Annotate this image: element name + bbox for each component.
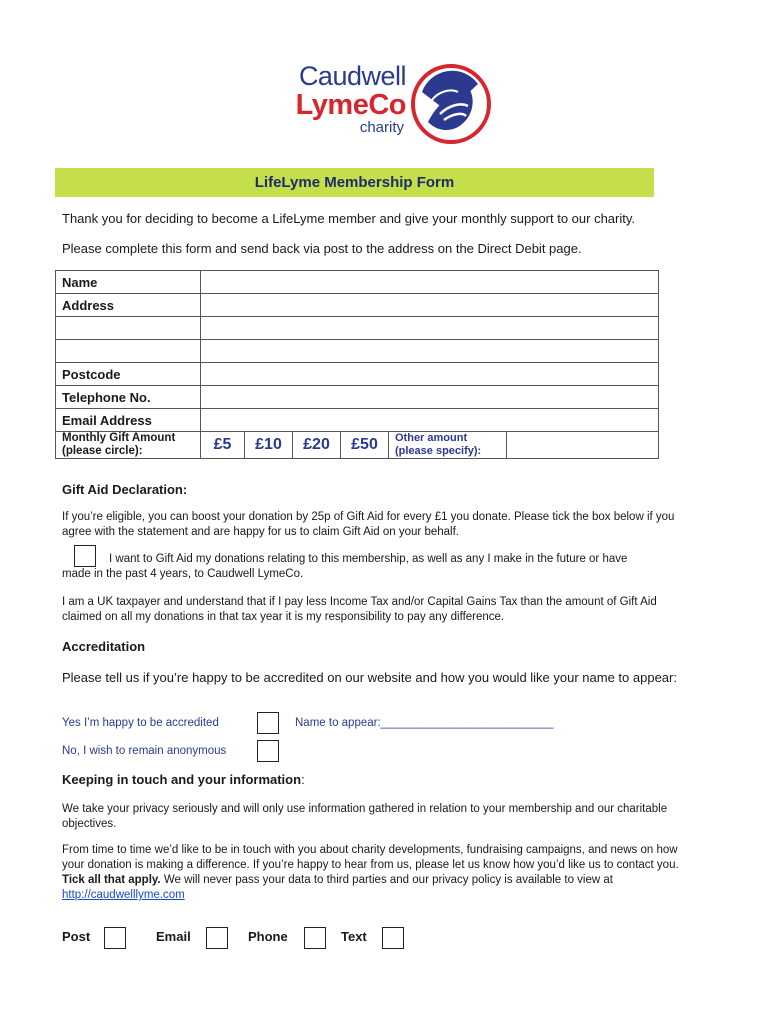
name-to-appear-field[interactable]: Name to appear:___________________________ xyxy=(295,717,554,729)
postcode-label: Postcode xyxy=(56,363,201,386)
contact-text-part1: From time to time we’d like to be in touch with you about charity developments, fundraising campaigns, and news on how your donation is making a difference. If you’re happy to hear from us, please let us know how you’d like us to contact you. xyxy=(62,844,679,871)
keeping-in-touch-heading-colon: : xyxy=(301,772,305,787)
other-amount-label-line2: (please specify): xyxy=(395,445,482,457)
contact-phone-label: Phone xyxy=(248,929,288,944)
holding-hands-emblem-icon xyxy=(408,62,494,146)
name-field[interactable] xyxy=(201,271,659,294)
gift-aid-statement-line2: made in the past 4 years, to Caudwell LymeCo. xyxy=(62,568,304,580)
contact-phone-checkbox[interactable] xyxy=(304,927,326,949)
logo-wordmark xyxy=(276,62,406,136)
contact-text-checkbox[interactable] xyxy=(382,927,404,949)
logo-line-caudwell: Caudwell xyxy=(298,61,406,91)
gift-amount-label xyxy=(56,432,201,459)
privacy-statement: We take your privacy seriously and will only use information gathered in relation to your membership and our charitable objectives. xyxy=(62,803,668,830)
gift-amount-5[interactable]: £5 xyxy=(201,432,245,459)
taxpayer-statement: I am a UK taxpayer and understand that if I pay less Income Tax and/or Capital Gains Tax than the amount of Gift Aid claimed on all my donations in that tax year it is my responsibility to pay any difference. xyxy=(62,596,657,623)
logo-line-lymeco: LymeCo xyxy=(295,89,406,121)
postcode-field[interactable] xyxy=(201,363,659,386)
address-row-3 xyxy=(56,340,659,363)
contact-preferences-text xyxy=(62,843,698,903)
accredited-yes-label: Yes I’m happy to be accredited xyxy=(62,717,219,729)
intro-thanks: Thank you for deciding to become a LifeLyme member and give your monthly support to our charity. xyxy=(62,211,636,226)
gift-aid-intro: If you’re eligible, you can boost your donation by 25p of Gift Aid for every £1 you donate. Please tick the box below if you agree with the statement and are happy for us to claim Gift Aid on your behalf. xyxy=(62,511,675,538)
anonymous-label: No, I wish to remain anonymous xyxy=(62,745,227,757)
telephone-field[interactable] xyxy=(201,386,659,409)
name-label: Name xyxy=(56,271,201,294)
contact-email-label: Email xyxy=(156,929,191,944)
intro-instructions: Please complete this form and send back via post to the address on the Direct Debit page. xyxy=(62,241,582,256)
address-label-blank-2 xyxy=(56,317,201,340)
accreditation-question: Please tell us if you’re happy to be accredited on our website and how you would like your name to appear: xyxy=(62,670,677,685)
form-title-banner: LifeLyme Membership Form xyxy=(55,168,654,197)
contact-email-checkbox[interactable] xyxy=(206,927,228,949)
email-field[interactable] xyxy=(201,409,659,432)
address-field-2[interactable] xyxy=(201,317,659,340)
gift-amount-50[interactable]: £50 xyxy=(341,432,389,459)
address-field-3[interactable] xyxy=(201,340,659,363)
gift-amount-10[interactable]: £10 xyxy=(245,432,293,459)
address-row-2 xyxy=(56,317,659,340)
gift-amount-row xyxy=(56,432,659,459)
gift-aid-statement-line1: I want to Gift Aid my donations relating to this membership, as well as any I make in the future or have xyxy=(109,553,628,565)
contact-post-checkbox[interactable] xyxy=(104,927,126,949)
telephone-label: Telephone No. xyxy=(56,386,201,409)
address-label: Address xyxy=(56,294,201,317)
gift-amount-label-line1: Monthly Gift Amount xyxy=(62,432,176,444)
other-amount-field[interactable] xyxy=(507,432,659,459)
contact-post-label: Post xyxy=(62,929,91,944)
address-row xyxy=(56,294,659,317)
privacy-policy-link[interactable]: http://caudwelllyme.com xyxy=(62,889,185,901)
anonymous-checkbox[interactable] xyxy=(257,740,279,762)
gift-amount-20[interactable]: £20 xyxy=(293,432,341,459)
address-label-blank-3 xyxy=(56,340,201,363)
member-details-table xyxy=(55,270,659,459)
address-field-1[interactable] xyxy=(201,294,659,317)
keeping-in-touch-heading-text: Keeping in touch and your information xyxy=(62,772,302,787)
accredited-yes-checkbox[interactable] xyxy=(257,712,279,734)
postcode-row xyxy=(56,363,659,386)
contact-text-label: Text xyxy=(341,929,367,944)
gift-aid-heading: Gift Aid Declaration: xyxy=(62,482,188,497)
logo-line-charity: charity xyxy=(359,119,404,136)
other-amount-label xyxy=(389,432,507,459)
name-row xyxy=(56,271,659,294)
gift-aid-checkbox[interactable] xyxy=(74,545,96,567)
email-row xyxy=(56,409,659,432)
contact-text-part2: We will never pass your data to third parties and our privacy policy is available to view at xyxy=(160,874,613,886)
contact-text-bold: Tick all that apply. xyxy=(62,874,161,886)
email-label: Email Address xyxy=(56,409,201,432)
other-amount-label-line1: Other amount xyxy=(395,432,468,444)
charity-logo xyxy=(276,62,502,146)
keeping-in-touch-heading xyxy=(62,772,305,787)
telephone-row xyxy=(56,386,659,409)
accreditation-heading: Accreditation xyxy=(62,639,146,654)
gift-amount-label-line2: (please circle): xyxy=(62,445,143,457)
